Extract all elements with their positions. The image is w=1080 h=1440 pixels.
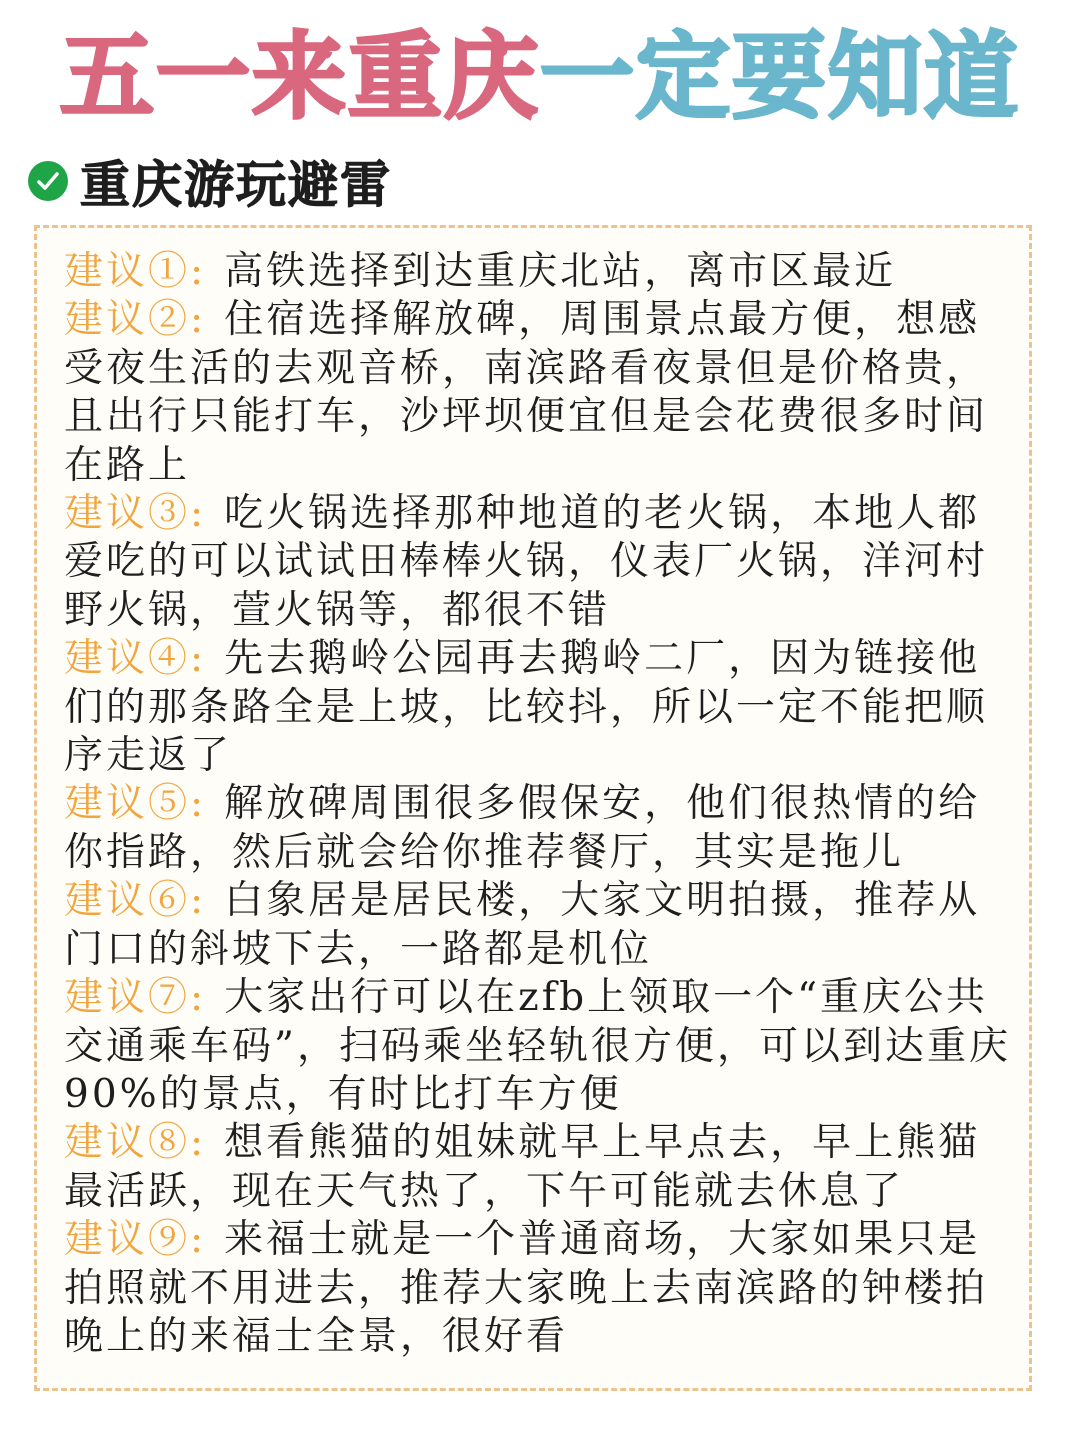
tip-item: [64, 780, 1014, 877]
tip-text: 想看熊猫的姐妹就早上早点去，早上熊猫最活跃，现在天气热了，下午可能就去休息了: [64, 1120, 981, 1214]
tip-text: 解放碑周围很多假保安，他们很热情的给你指路，然后就会给你推荐餐厅，其实是拖儿: [64, 781, 981, 875]
section-heading: [28, 146, 392, 216]
section-title: 重庆游玩避雷: [80, 156, 392, 214]
tip-label: 建议⑥:: [64, 878, 207, 924]
tip-item: [64, 296, 1014, 490]
title-highlight-pink: 五一来重庆: [59, 23, 540, 132]
tip-item: [64, 248, 1014, 296]
tip-label: 建议⑨:: [64, 1217, 207, 1263]
tip-label: 建议⑧:: [64, 1120, 207, 1166]
tip-label: 建议③:: [64, 491, 207, 537]
tip-item: [64, 635, 1014, 780]
tip-item: [64, 877, 1014, 974]
check-circle-icon: [28, 161, 68, 201]
tip-text: 吃火锅选择那种地道的老火锅，本地人都爱吃的可以试试田棒棒火锅，仪表厂火锅，洋河村野火锅，萱火锅等，都很不错: [64, 491, 989, 633]
tip-text: 来福士就是一个普通商场，大家如果只是拍照就不用进去，推荐大家晚上去南滨路的钟楼拍晚上的来福士全景，很好看: [64, 1217, 989, 1359]
tip-label: 建议⑦:: [64, 975, 207, 1021]
tip-item: [64, 490, 1014, 635]
tip-label: 建议①:: [64, 249, 207, 294]
page-title: [0, 18, 1080, 138]
tip-label: 建议⑤:: [64, 781, 207, 827]
tip-item: [64, 1119, 1014, 1216]
tip-label: 建议④:: [64, 636, 207, 682]
tip-text: 大家出行可以在zfb上领取一个“重庆公共交通乘车码”，扫码乘坐轻轨很方便，可以到达重庆90%的景点，有时比打车方便: [64, 975, 1011, 1117]
tips-list: [64, 248, 1014, 1361]
tip-text: 先去鹅岭公园再去鹅岭二厂，因为链接他们的那条路全是上坡，比较抖，所以一定不能把顺序走返了: [64, 636, 989, 779]
title-highlight-blue: 一定要知道: [540, 23, 1021, 132]
tip-text: 高铁选择到达重庆北站，离市区最近: [224, 249, 897, 294]
tip-text: 白象居是居民楼，大家文明拍摄，推荐从门口的斜坡下去，一路都是机位: [64, 878, 981, 972]
tip-item: [64, 1216, 1014, 1361]
tip-label: 建议②:: [64, 297, 207, 343]
tip-text: 住宿选择解放碑，周围景点最方便，想感受夜生活的去观音桥，南滨路看夜景但是价格贵，且出行只能打车，沙坪坝便宜但是会花费很多时间在路上: [64, 297, 989, 488]
tip-item: [64, 974, 1014, 1119]
